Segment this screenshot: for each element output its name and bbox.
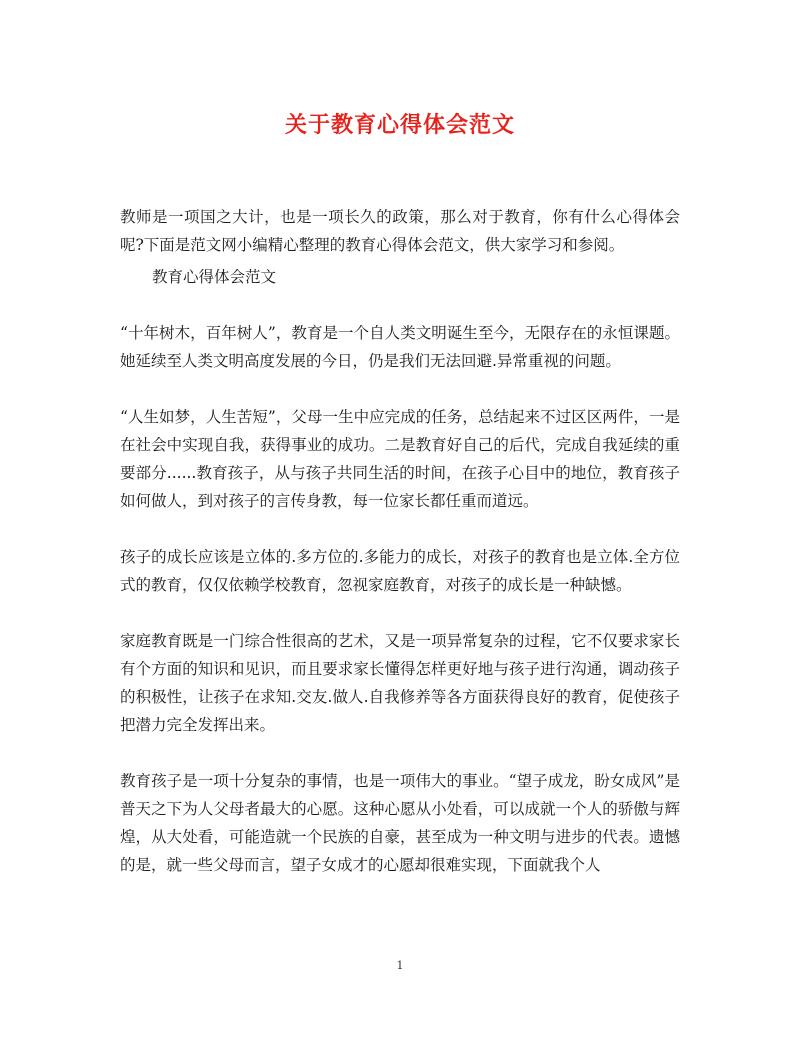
body-paragraph: “十年树木，百年树人”，教育是一个自人类文明诞生至今，无限存在的永恒课题。她延续至人类文明高度发展的今日，仍是我们无法回避.异常重视的问题。: [120, 324, 680, 370]
intro-paragraph: 教师是一项国之大计，也是一项长久的政策，那么对于教育，你有什么心得体会呢?下面是范文网小编精心整理的教育心得体会范文，供大家学习和参阅。: [120, 208, 680, 254]
body-paragraph: “人生如梦，人生苦短”，父母一生中应完成的任务，总结起来不过区区两件，一是在社会中实现自我，获得事业的成功。二是教育好自己的后代，完成自我延续的重要部分......教育孩子，从与孩子共同生活的时间，在孩子心目中的地位，教育孩子如何做人，到对孩子的言传身教，每一位家长都任重而道远。: [120, 408, 680, 510]
document-body: [120, 203, 680, 907]
page-number: 1: [396, 959, 404, 972]
section-heading: 教育心得体会范文: [152, 268, 277, 286]
body-paragraph: 家庭教育既是一门综合性很高的艺术，又是一项异常复杂的过程，它不仅要求家长有个方面的知识和见识，而且要求家长懂得怎样更好地与孩子进行沟通，调动孩子的积极性，让孩子在求知.交友.做人.自我修养等各方面获得良好的教育，促使孩子把潜力完全发挥出来。: [120, 632, 680, 734]
document-title: 关于教育心得体会范文: [284, 112, 515, 138]
body-paragraph: 教育孩子是一项十分复杂的事情，也是一项伟大的事业。“望子成龙，盼女成风”是普天之下为人父母者最大的心愿。这种心愿从小处看，可以成就一个人的骄傲与辉煌，从大处看，可能造就一个民族的自豪，甚至成为一种文明与进步的代表。遗憾的是，就一些父母而言，望子女成才的心愿却很难实现，下面就我个人: [120, 772, 680, 874]
body-paragraph: 孩子的成长应该是立体的.多方位的.多能力的成长，对孩子的教育也是立体.全方位式的教育，仅仅依赖学校教育，忽视家庭教育，对孩子的成长是一种缺憾。: [120, 548, 680, 594]
